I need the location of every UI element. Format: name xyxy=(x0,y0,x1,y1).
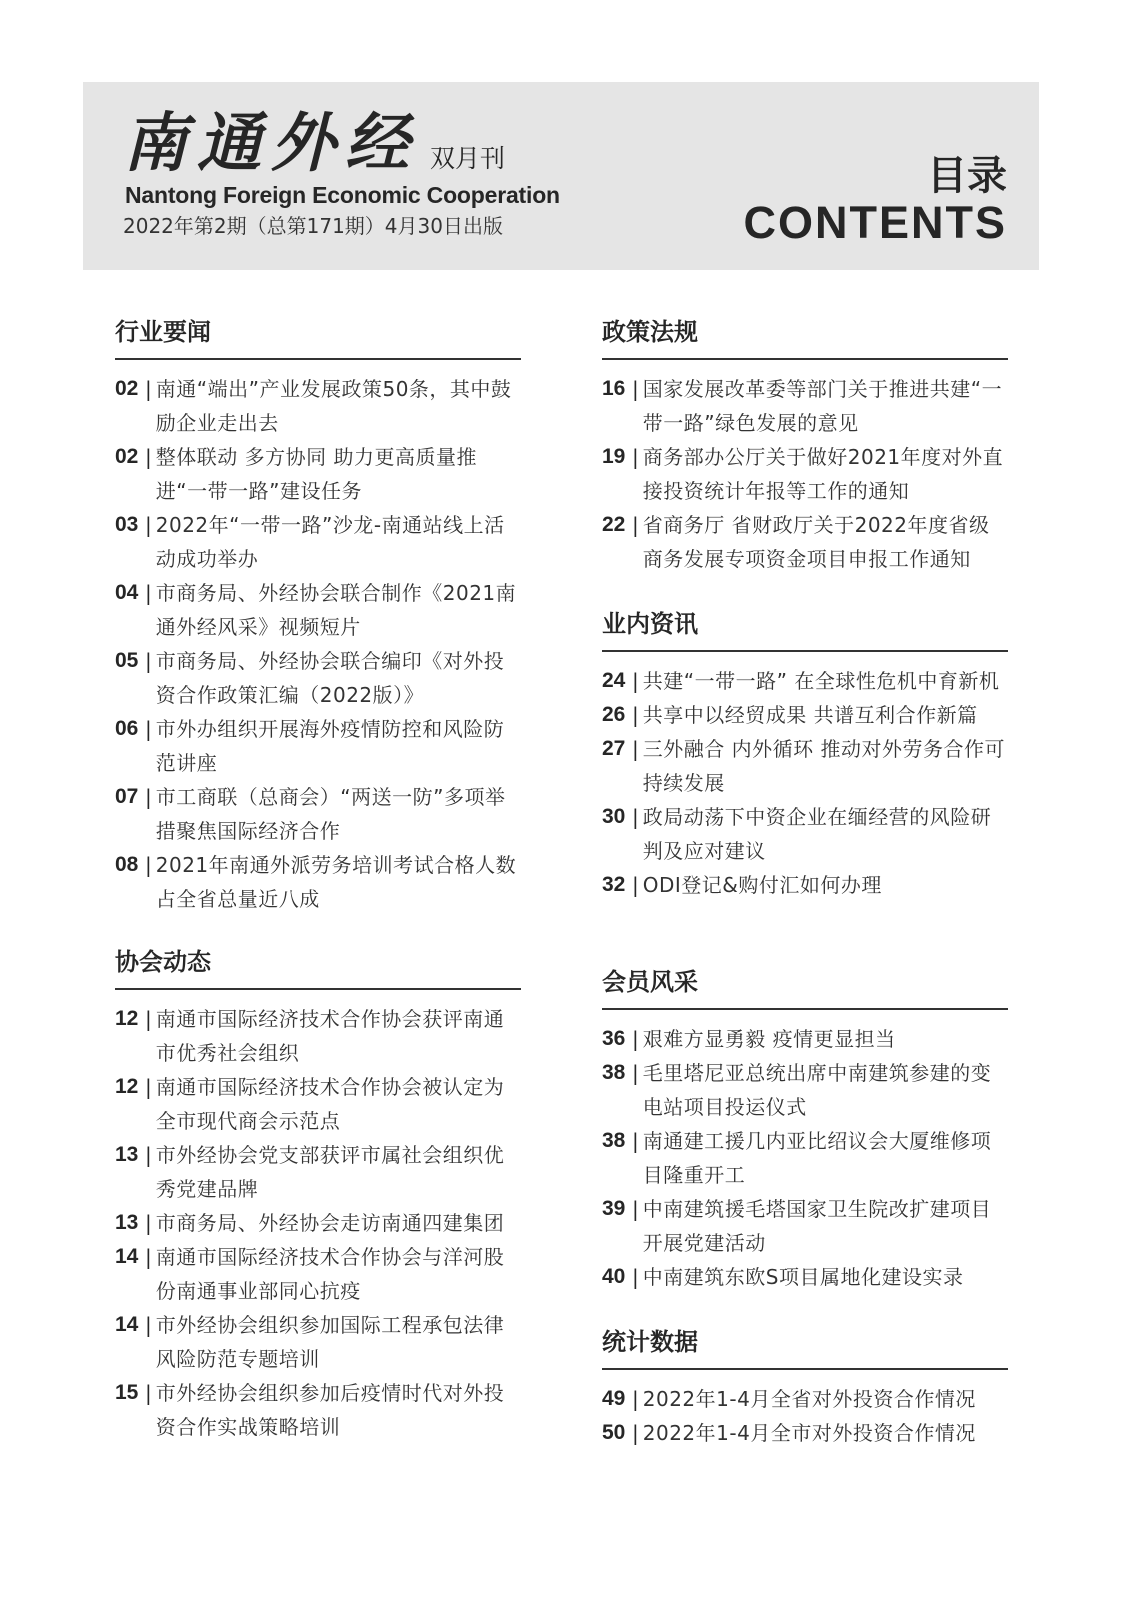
entry-title: 整体联动 多方协同 助力更高质量推进“一带一路”建设任务 xyxy=(155,445,477,503)
page-number: 06 xyxy=(115,717,139,740)
contents-heading-en: CONTENTS xyxy=(743,197,1007,248)
section-title: 行业要闻 xyxy=(115,316,521,360)
separator: | xyxy=(632,1061,639,1085)
separator: | xyxy=(632,1387,639,1411)
masthead-logo: 南通外经 xyxy=(123,106,419,181)
entry-title: 2022年1-4月全市对外投资合作情况 xyxy=(642,1421,976,1445)
separator: | xyxy=(632,377,639,401)
publication-frequency: 双月刊 xyxy=(430,144,506,173)
toc-entry[interactable] xyxy=(115,1070,521,1138)
toc-entry[interactable] xyxy=(602,372,1008,440)
separator: | xyxy=(145,1381,152,1405)
separator: | xyxy=(632,669,639,693)
separator: | xyxy=(145,445,152,469)
entry-title: 市工商联（总商会）“两送一防”多项举措聚焦国际经济合作 xyxy=(155,785,506,843)
toc-entry[interactable] xyxy=(115,848,521,916)
toc-entry[interactable] xyxy=(602,664,1008,698)
toc-entry[interactable] xyxy=(602,1416,1008,1450)
toc-entry[interactable] xyxy=(115,508,521,576)
separator: | xyxy=(632,1421,639,1445)
page-number: 14 xyxy=(115,1313,139,1336)
section-title: 政策法规 xyxy=(602,316,1008,360)
toc-entry[interactable] xyxy=(115,712,521,780)
masthead-banner xyxy=(83,82,1039,270)
page-number: 13 xyxy=(115,1211,139,1234)
entry-title: 市商务局、外经协会联合编印《对外投资合作政策汇编（2022版）》 xyxy=(155,649,505,707)
entry-title: 共享中以经贸成果 共谱互利合作新篇 xyxy=(642,703,978,727)
entry-title: 市商务局、外经协会走访南通四建集团 xyxy=(155,1211,505,1235)
page-number: 13 xyxy=(115,1143,139,1166)
entry-title: 共建“一带一路” 在全球性危机中育新机 xyxy=(642,669,1000,693)
separator: | xyxy=(145,513,152,537)
section-statistics xyxy=(602,1326,1008,1450)
separator: | xyxy=(145,581,152,605)
section-industry-news xyxy=(115,316,521,916)
toc-entry[interactable] xyxy=(602,800,1008,868)
toc-entry[interactable] xyxy=(115,1138,521,1206)
entry-title: 2022年1-4月全省对外投资合作情况 xyxy=(642,1387,976,1411)
separator: | xyxy=(145,649,152,673)
toc-entry[interactable] xyxy=(602,1022,1008,1056)
page-number: 39 xyxy=(602,1197,626,1220)
entry-title: 三外融合 内外循环 推动对外劳务合作可持续发展 xyxy=(642,737,1005,795)
entry-title: 市商务局、外经协会联合制作《2021南通外经风采》视频短片 xyxy=(155,581,517,639)
separator: | xyxy=(632,1129,639,1153)
separator: | xyxy=(145,377,152,401)
page-number: 08 xyxy=(115,853,139,876)
separator: | xyxy=(632,873,639,897)
toc-entry[interactable] xyxy=(602,732,1008,800)
toc-entry[interactable] xyxy=(602,698,1008,732)
page-number: 24 xyxy=(602,669,626,692)
entry-title: 南通市国际经济技术合作协会被认定为全市现代商会示范点 xyxy=(155,1075,505,1133)
page-number: 30 xyxy=(602,805,626,828)
toc-entry[interactable] xyxy=(115,372,521,440)
entry-title: 毛里塔尼亚总统出席中南建筑参建的变电站项目投运仪式 xyxy=(642,1061,992,1119)
entry-title: ODI登记&购付汇如何办理 xyxy=(642,873,882,897)
section-title: 业内资讯 xyxy=(602,608,1008,652)
entry-title: 南通市国际经济技术合作协会与洋河股份南通事业部同心抗疫 xyxy=(155,1245,505,1303)
page-number: 19 xyxy=(602,445,626,468)
section-policy xyxy=(602,316,1008,576)
separator: | xyxy=(145,1211,152,1235)
separator: | xyxy=(145,717,152,741)
entry-list xyxy=(602,664,1008,902)
entry-title: 市外经协会党支部获评市属社会组织优秀党建品牌 xyxy=(155,1143,505,1201)
toc-entry[interactable] xyxy=(115,576,521,644)
entry-title: 南通市国际经济技术合作协会获评南通市优秀社会组织 xyxy=(155,1007,505,1065)
section-members xyxy=(602,966,1008,1294)
toc-entry[interactable] xyxy=(115,1002,521,1070)
separator: | xyxy=(145,1007,152,1031)
separator: | xyxy=(632,737,639,761)
section-title: 统计数据 xyxy=(602,1326,1008,1370)
page-number: 05 xyxy=(115,649,139,672)
section-title: 协会动态 xyxy=(115,946,521,990)
separator: | xyxy=(145,853,152,877)
toc-entry[interactable] xyxy=(115,1206,521,1240)
entry-title: 2021年南通外派劳务培训考试合格人数占全省总量近八成 xyxy=(155,853,517,911)
toc-entry[interactable] xyxy=(115,1376,521,1444)
entry-title: 南通建工援几内亚比绍议会大厦维修项目隆重开工 xyxy=(642,1129,992,1187)
entry-list xyxy=(115,1002,521,1444)
page-number: 38 xyxy=(602,1061,626,1084)
section-association-news xyxy=(115,946,521,1444)
separator: | xyxy=(632,513,639,537)
page-number: 16 xyxy=(602,377,626,400)
toc-entry[interactable] xyxy=(115,440,521,508)
page-number: 14 xyxy=(115,1245,139,1268)
toc-entry[interactable] xyxy=(115,644,521,712)
page-number: 36 xyxy=(602,1027,626,1050)
entry-title: 市外经协会组织参加后疫情时代对外投资合作实战策略培训 xyxy=(155,1381,505,1439)
section-insider-info xyxy=(602,608,1008,902)
page-number: 12 xyxy=(115,1075,139,1098)
issue-info: 2022年第2期（总第171期）4月30日出版 xyxy=(123,214,503,238)
page-number: 03 xyxy=(115,513,139,536)
entry-title: 中南建筑东欧S项目属地化建设实录 xyxy=(642,1265,964,1289)
toc-entry[interactable] xyxy=(602,1124,1008,1192)
toc-entry[interactable] xyxy=(115,780,521,848)
page-number: 26 xyxy=(602,703,626,726)
entry-title: 市外经协会组织参加国际工程承包法律风险防范专题培训 xyxy=(155,1313,505,1371)
page-number: 22 xyxy=(602,513,626,536)
entry-list xyxy=(602,1022,1008,1294)
entry-title: 政局动荡下中资企业在缅经营的风险研判及应对建议 xyxy=(642,805,992,863)
page-number: 50 xyxy=(602,1421,626,1444)
page-number: 02 xyxy=(115,445,139,468)
toc-entry[interactable] xyxy=(115,1240,521,1308)
entry-title: 南通“端出”产业发展政策50条，其中鼓励企业走出去 xyxy=(155,377,512,435)
page-number: 07 xyxy=(115,785,139,808)
separator: | xyxy=(632,703,639,727)
entry-title: 国家发展改革委等部门关于推进共建“一带一路”绿色发展的意见 xyxy=(642,377,1003,435)
page-number: 12 xyxy=(115,1007,139,1030)
page-number: 32 xyxy=(602,873,626,896)
page-number: 04 xyxy=(115,581,139,604)
entry-title: 市外办组织开展海外疫情防控和风险防范讲座 xyxy=(155,717,505,775)
toc-entry[interactable] xyxy=(602,508,1008,576)
entry-title: 艰难方显勇毅 疫情更显担当 xyxy=(642,1027,896,1051)
entry-title: 2022年“一带一路”沙龙-南通站线上活动成功举办 xyxy=(155,513,505,571)
separator: | xyxy=(145,1075,152,1099)
entry-list xyxy=(602,372,1008,576)
toc-entry[interactable] xyxy=(115,1308,521,1376)
page-number: 38 xyxy=(602,1129,626,1152)
separator: | xyxy=(632,445,639,469)
entry-list xyxy=(602,1382,1008,1450)
toc-entry[interactable] xyxy=(602,1260,1008,1294)
page-number: 49 xyxy=(602,1387,626,1410)
separator: | xyxy=(632,1197,639,1221)
separator: | xyxy=(145,1143,152,1167)
toc-entry[interactable] xyxy=(602,440,1008,508)
separator: | xyxy=(145,785,152,809)
page-number: 02 xyxy=(115,377,139,400)
separator: | xyxy=(632,1265,639,1289)
entry-list xyxy=(115,372,521,916)
separator: | xyxy=(632,805,639,829)
toc-entry[interactable] xyxy=(602,868,1008,902)
section-title: 会员风采 xyxy=(602,966,1008,1010)
separator: | xyxy=(145,1245,152,1269)
toc-entry[interactable] xyxy=(602,1192,1008,1260)
entry-title: 商务部办公厅关于做好2021年度对外直接投资统计年报等工作的通知 xyxy=(642,445,1004,503)
english-title: Nantong Foreign Economic Cooperation xyxy=(125,182,560,208)
toc-entry[interactable] xyxy=(602,1056,1008,1124)
page-number: 27 xyxy=(602,737,626,760)
entry-title: 省商务厅 省财政厅关于2022年度省级商务发展专项资金项目申报工作通知 xyxy=(642,513,990,571)
entry-title: 中南建筑援毛塔国家卫生院改扩建项目开展党建活动 xyxy=(642,1197,992,1255)
contents-heading-cn: 目录 xyxy=(927,153,1007,199)
page-number: 40 xyxy=(602,1265,626,1288)
separator: | xyxy=(145,1313,152,1337)
separator: | xyxy=(632,1027,639,1051)
toc-entry[interactable] xyxy=(602,1382,1008,1416)
page-number: 15 xyxy=(115,1381,139,1404)
